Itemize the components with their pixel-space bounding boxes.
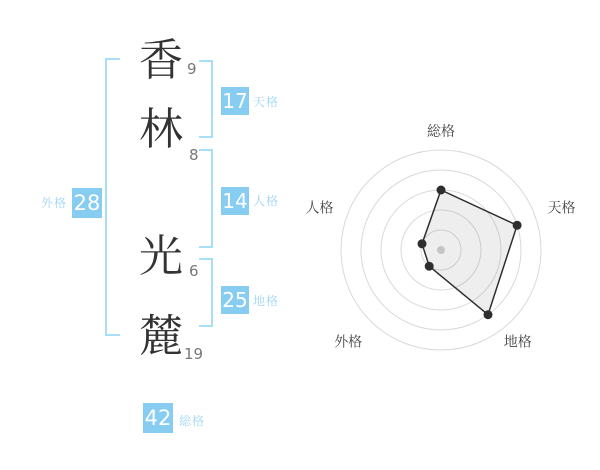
chikaku-label: 地格: [253, 294, 280, 308]
name-character-1: 香: [139, 35, 183, 86]
stroke-count-2: 8: [189, 146, 199, 164]
radar-data-point: [418, 239, 427, 248]
radar-axis-label: 総格: [427, 124, 455, 140]
stroke-count-4: 19: [184, 345, 204, 363]
radar-data-point: [484, 310, 493, 319]
name-character-2: 林: [139, 104, 183, 155]
jinkaku-label: 人格: [253, 194, 280, 208]
radar-data-point: [513, 221, 522, 230]
radar-data-point: [437, 186, 446, 195]
stroke-count-1: 9: [187, 60, 197, 78]
radar-data-polygon: [422, 190, 517, 315]
radar-axis-label: 外格: [334, 334, 363, 351]
chikaku-value: 25: [222, 288, 248, 312]
soukaku-label: 総格: [179, 414, 206, 428]
name-character-3: 光: [139, 231, 183, 282]
jinkaku-value: 14: [222, 189, 248, 213]
tenkaku-value: 17: [222, 89, 248, 113]
radar-center-dot: [437, 246, 445, 254]
radar-data-point: [425, 262, 434, 271]
gaikaku-label: 外格: [41, 196, 68, 210]
radar-axis-label: 地格: [503, 334, 532, 351]
name-character-4: 麓: [139, 311, 183, 362]
radar-axis-label: 人格: [305, 200, 334, 217]
radar-axis-label: 天格: [547, 200, 576, 217]
soukaku-value: 42: [144, 405, 172, 430]
tenkaku-label: 天格: [253, 95, 280, 109]
stroke-count-3: 6: [189, 262, 199, 280]
gaikaku-value: 28: [73, 190, 101, 215]
